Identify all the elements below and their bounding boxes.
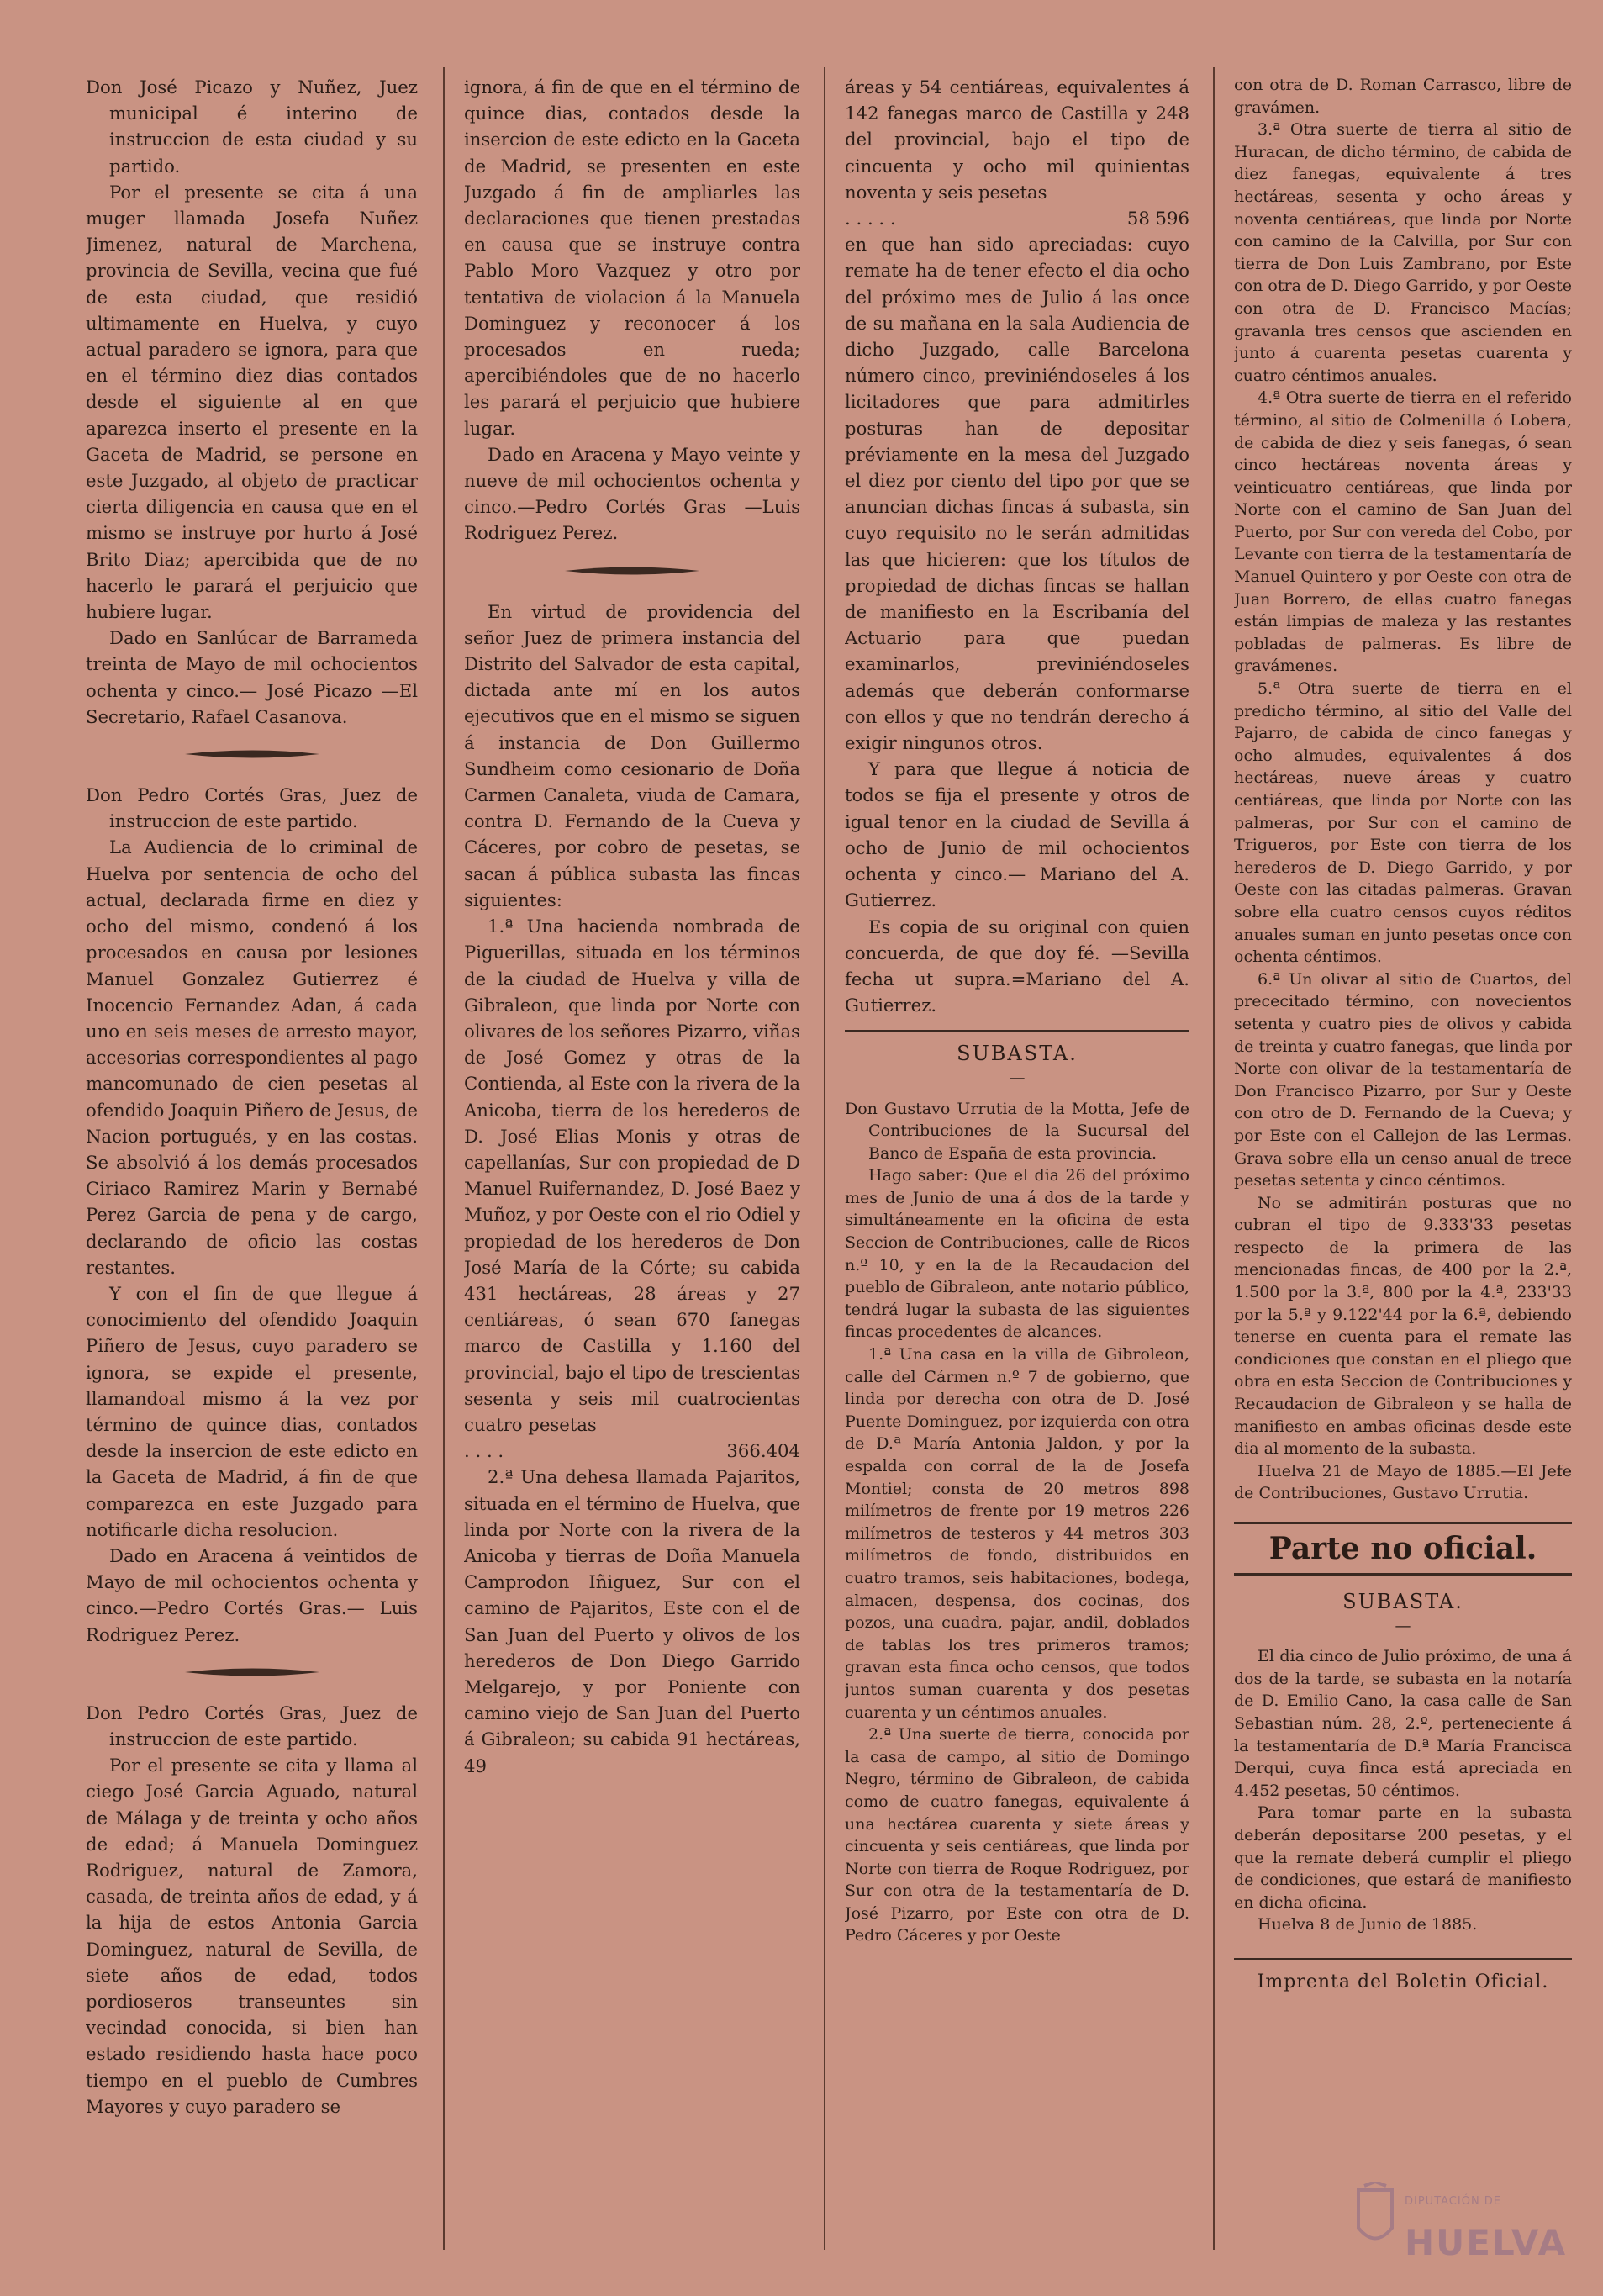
crest-icon — [1354, 2182, 1396, 2257]
section-title: SUBASTA. — [957, 1042, 1078, 1066]
property-3: 3.ª Otra suerte de tierra al sitio de Huracan, de dicho término, de cabida de diez fanegas, equivalente á tres hectáreas, sesenta y ocho áreas y noventa centiáreas, que linda por Norte con camino de la Calvilla, por Sur con tierra de Don Luis Zambrano, por Este con otra de D. Diego Garrido, y por Oeste con otra de D. Francisco Macías; gravanla tres censos que ascienden en junto á cuarenta pesetas cuarenta y cuatro céntimos anuales. — [1234, 120, 1572, 385]
subasta-contribuciones-continued — [1234, 74, 1572, 1505]
parte-no-oficial-heading: Parte no oficial. — [1234, 1522, 1572, 1576]
auction-sevilla — [464, 599, 800, 1779]
column-2 — [464, 74, 800, 2246]
watermark-name: HUELVA — [1405, 2222, 1568, 2263]
separator-ornament — [565, 565, 699, 577]
edict-cortes-2 — [86, 1700, 418, 2119]
edict-cortes-1 — [86, 782, 418, 1648]
edict-body: La Audiencia de lo criminal de Huelva por sentencia de ocho del actual, declarada firme en diez y ocho del mismo, condenó á los procesados en causa por lesiones Manuel Gonzalez Gutierrez é Inocencio Fernandez Adan, á cada uno en seis meses de arresto mayor, accesorias correspondientes al pago mancomunado de cien pesetas al ofendido Joaquin Piñero de Jesus, de Nacion portugués, y en las costas. Se absolvió á los demás procesados Ciriaco Ramirez Marin y Bernabé Perez Garcia de pena y de cargo, declarando de oficio las costas restantes. — [86, 837, 418, 1278]
property-1-amount: 366.404 — [726, 1440, 800, 1462]
edict-signature: Dado en Sanlúcar de Barrameda treinta de Mayo de mil ochocientos ochenta y cinco.— José Picazo —El Secretario, Rafael Casanova. — [86, 627, 418, 727]
edict-heading: Don José Picazo y Nuñez, Juez municipal é interino de instruccion de esta ciudad y su partido. — [86, 77, 418, 177]
auction-conditions: en que han sido apreciadas: cuyo remate ha de tener efecto el dia ocho del próximo mes de Julio á las once de su mañana en la sala Audiencia de dicho Juzgado, calle Barcelona número cinco, previniéndoseles á los licitadores que para admitirles posturas han de depositar préviamente en la mesa del Juzgado el diez por ciento del tipo por que se anuncian dichas fincas á subasta, sin cuyo requisito no le serán admitidas las que hicieren: que los títulos de propiedad de dichas fincas se hallan de manifiesto en la Escribanía del Actuario para que puedan examinarlos, previniéndoseles además que deberán conformarse con ellos y que no tendrán derecho á exigir ningunos otros. — [845, 234, 1189, 754]
property-5: 5.ª Otra suerte de tierra en el predicho término, al sitio del Valle del Pajarro, de cabida de cinco fanegas y ocho almudes, equivalentes á dos hectáreas, nueve áreas y cuatro centiáreas, que linda por Norte con las palmeras, por Sur con el camino de Trigueros, por Este con tierra de los herederos de D. Diego Garrido, y por Oeste con las citadas palmeras. Gravan sobre ella cuatro censos cuyos réditos anuales suman en junto pesetas once con ochenta céntimos. — [1234, 679, 1572, 967]
property-6: 6.ª Un olivar al sitio de Cuartos, del prececitado término, con novecientos setenta y cuatro pies de olivos y cabida de treinta y cuatro fanegas, que linda por Norte con olivar de la testamentaría de Don Francisco Pizarro, por Sur y Oeste con otro de D. Fernando de la Cueva; y por Este con el Callejon de las Lermas. Grava sobre ella un censo anual de trece pesetas setenta y cinco céntimos. — [1234, 969, 1572, 1190]
auction-notice: Y para que llegue á noticia de todos se fija el presente y otros de igual tenor en la ciudad de Sevilla á ocho de Junio de mil ochocientos ochenta y cinco.— Mariano del A. Gutierrez. — [845, 758, 1189, 911]
notice-body: El dia cinco de Julio próximo, de una á dos de la tarde, se subasta en la notaría de D. Emilio Cano, la casa calle de San Sebastian núm. 28, 2.º, perteneciente á la testamentaría de D.ª María Francisca Derqui, cuya finca está apreciada en 4.452 pesetas, 50 céntimos. — [1234, 1647, 1572, 1800]
subasta-notaria — [1234, 1645, 1572, 1936]
edict-continuation — [464, 74, 800, 546]
edict-heading: Don Pedro Cortés Gras, Juez de instruccion de este partido. — [86, 1702, 418, 1750]
edict-heading: Don Pedro Cortés Gras, Juez de instruccion de este partido. — [86, 784, 418, 832]
edict-picazo — [86, 74, 418, 730]
property-2-amount: 58 596 — [1126, 208, 1189, 230]
notice-body: Para tomar parte en la subasta deberán depositarse 200 pesetas, y el que la remate deberá cumplir el pliego de condiciones, que estará de manifiesto en dicha oficina. — [1234, 1803, 1572, 1912]
edict-body: Por el presente se cita á una muger llamada Josefa Nuñez Jimenez, natural de Marchena, provincia de Sevilla, vecina que fué de esta ciudad, que residió ultimamente en Huelva, y cuyo actual paradero se ignora, para que en el término diez dias contados desde el siguiente al en que aparezca inserto el presente en la Gaceta de Madrid, se persone en este Juzgado, al objeto de practicar cierta diligencia en causa que en el mismo se instruye por hurto á José Brito Diaz; apercibida que de no hacerlo le parará el perjuicio que hubiere lugar. — [86, 181, 418, 623]
notice-signature: Huelva 21 de Mayo de 1885.—El Jefe de Contribuciones, Gustavo Urrutia. — [1234, 1461, 1572, 1503]
leader-dots: . . . . — [464, 1440, 504, 1462]
edict-body: Y con el fin de que llegue á conocimiento del ofendido Joaquin Piñero de Jesus, cuyo paradero se ignora, se expide el presente, llamandoal mismo á la vez por término de quince dias, contados desde la insercion de este edicto en la Gaceta de Madrid, á fin de que comparezca en este Juzgado para notificarle dicha resolucion. — [86, 1282, 418, 1540]
edict-body: Por el presente se cita y llama al ciego José Garcia Aguado, natural de Málaga y de treinta y ocho años de edad; á Manuela Dominguez Rodriguez, natural de Zamora, casada, de treinta años de edad, y á la hija de estos Antonia Garcia Dominguez, natural de Sevilla, de siete años de edad, todos pordioseros transeuntes sin vecindad conocida, si bien han estado residiendo hasta hace poco tiempo en el pueblo de Cumbres Mayores y cuyo paradero se — [86, 1755, 418, 2117]
separator-ornament — [185, 748, 319, 760]
property-2-amount-row — [845, 205, 1189, 231]
notice-heading: Don Gustavo Urrutia de la Motta, Jefe de Contribuciones de la Sucursal del Banco de España de esta provincia. — [845, 1099, 1189, 1163]
auction-intro: En virtud de providencia del señor Juez de primera instancia del Distrito del Salvador de esta capital, dictada ante mí en los autos ejecutivos que en el mismo se siguen á instancia de Don Guillermo Sundheim como cesionario de Doña Carmen Canaleta, viuda de Camara, contra D. Fernando de la Cueva y Cáceres, por cobro de pesetas, se sacan á pública subasta las fincas siguientes: — [464, 600, 800, 910]
column-4 — [1234, 74, 1572, 2246]
auction-certification: Es copia de su original con quien concuerda, de que doy fé. —Sevilla fecha ut supra.=Mariano del A. Gutierrez. — [845, 916, 1189, 1016]
section-rule — [845, 1030, 1189, 1032]
printer-imprint: Imprenta del Boletin Oficial. — [1234, 1958, 1572, 1994]
auction-sevilla-continued — [845, 74, 1189, 1018]
leader-dots: . . . . . — [845, 208, 896, 230]
property-1: 1.ª Una hacienda nombrada de Piguerillas, situada en los términos de la ciudad de Huelva y villa de Gibraleon, que linda por Norte con olivares de los señores Pizarro, viñas de José Gomez y otras de la Contienda, al Este con la rivera de la Anicoba, tierra de los herederos de D. José Elias Monis y otras de capellanías, Sur con propiedad de D Manuel Ruifernandez, D. José Baez y Muñoz, y por Oeste con el rio Odiel y propiedad de los herederos de Don José María de la Córte; su cabida 431 hectáreas, 28 áreas y 27 centiáreas, ó sean 670 fanegas marco de Castilla y 1.160 del provincial, bajo el tipo de trescientas sesenta y seis mil cuatrocientas cuatro pesetas — [464, 916, 800, 1435]
column-rule — [443, 67, 445, 2250]
title-dash: — — [1009, 1068, 1026, 1087]
auction-terms: No se admitirán posturas que no cubran el tipo de 9.333'33 pesetas respecto de la primera de las mencionadas fincas, de 400 por la 2.ª, 1.500 por la 3.ª, 800 por la 4.ª, 233'33 por la 5.ª y 9.122'44 por la 6.ª, debiendo tenerse en cuenta para el remate las condiciones que constan en el pliego que obra en esta Seccion de Contribuciones y Recaudacion de Gibraleon y se halla de manifiesto en ambas oficinas desde este dia al momento de la subasta. — [1234, 1193, 1572, 1459]
notice-body: Hago saber: Que el dia 26 del próximo mes de Junio de una á dos de la tarde y simultáneamente en la oficina de esta Seccion de Contribuciones, calle de Ricos n.º 10, y en la de la Recaudacion del pueblo de Gibraleon, ante notario público, tendrá lugar la subasta de las siguientes fincas procedentes de alcances. — [845, 1166, 1189, 1342]
property-2: 2.ª Una suerte de tierra, conocida por la casa de campo, al sitio de Domingo Negro, término de Gibraleon, de cabida como de cuatro fanegas, equivalente á una hectárea cuarenta y siete áreas y cincuenta y seis centiáreas, que linda por Norte con tierra de Roque Rodriguez, por Sur con otra de la testamentaría de D. José Pizarro, por Este con otra de D. Pedro Cáceres y por Oeste — [845, 1725, 1189, 1945]
archive-watermark — [1354, 2170, 1573, 2262]
section-title: SUBASTA. — [1342, 1590, 1463, 1613]
property-2-continued: con otra de D. Roman Carrasco, libre de gravámen. — [1234, 76, 1572, 117]
subasta-contribuciones — [845, 1042, 1189, 1947]
property-2-continued: áreas y 54 centiáreas, equivalentes á 142 fanegas marco de Castilla y 248 del provincial, bajo el tipo de cincuenta y ocho mil quinientas noventa y seis pesetas — [845, 77, 1189, 203]
property-1: 1.ª Una casa en la villa de Gibroleon, calle del Cármen n.º 7 de gobierno, que linda por derecha con otra de D. José Puente Dominguez, por izquierda con otra de D.ª María Antonia Jaldon, y por la espalda con corral de la de Josefa Montiel; consta de 20 metros 898 milímetros de frente por 19 metros 226 milímetros de testeros y 44 metros 303 milímetros de fondo, distribuidos en cuatro tramos, seis habitaciones, bodega, almacen, despensa, dos cocinas, dos pozos, una cuadra, pajar, andil, doblados de tablas los tres primeros tramos; gravan esta finca ocho censos, que todos juntos suman cuarenta y dos pesetas cuarenta y un céntimos anuales. — [845, 1345, 1189, 1722]
property-4: 4.ª Otra suerte de tierra en el referido término, al sitio de Colmenilla ó Lobera, de cabida de diez y seis fanegas, ó sean cinco hectáreas noventa áreas y veinticuatro centiáreas, que linda por Norte con el camino de San Juan del Puerto, por Sur con vereda del Cobo, por Levante con tierra de la testamentaría de Manuel Quintero y por Oeste con otra de Juan Borrero, de ellas cuatro fanegas están limpias de maleza y las restantes pobladas de palmeras. Es libre de gravámenes. — [1234, 388, 1572, 676]
column-1 — [86, 74, 418, 2246]
title-dash: — — [1395, 1616, 1411, 1635]
watermark-caption: DIPUTACIÓN DE — [1405, 2195, 1502, 2208]
column-3 — [845, 74, 1189, 2246]
property-1-amount-row — [464, 1438, 800, 1464]
edict-signature: Dado en Aracena y Mayo veinte y nueve de mil ochocientos ochenta y cinco.—Pedro Cortés Gras —Luis Rodriguez Perez. — [464, 443, 800, 544]
edict-signature: Dado en Aracena á veintidos de Mayo de mil ochocientos ochenta y cinco.—Pedro Cortés Gras.— Luis Rodriguez Perez. — [86, 1544, 418, 1645]
property-2: 2.ª Una dehesa llamada Pajaritos, situada en el término de Huelva, que linda por Norte con la rivera de la Anicoba y tierras de Doña Manuela Camprodon Iñiguez, Sur con el camino de Pajaritos, Este con el de San Juan del Puerto y olivos de los herederos de Don Diego Garrido Melgarejo, y por Poniente con camino viejo de San Juan del Puerto á Gibraleon; su cabida 91 hectáreas, 49 — [464, 1466, 800, 1776]
column-rule — [824, 67, 825, 2250]
notice-date: Huelva 8 de Junio de 1885. — [1258, 1915, 1478, 1934]
column-rule — [1213, 67, 1215, 2250]
separator-ornament — [185, 1666, 319, 1678]
edict-body: ignora, á fin de que en el término de quince dias, contados desde la insercion de este edicto en la Gaceta de Madrid, se presenten en este Juzgado á fin de ampliarles las declaraciones que tienen prestadas en causa que se instruye contra Pablo Moro Vazquez y otro por tentativa de violacion á la Manuela Dominguez y reconocer á los procesados en rueda; apercibiéndoles que de no hacerlo les parará el perjuicio que hubiere lugar. — [464, 77, 800, 439]
